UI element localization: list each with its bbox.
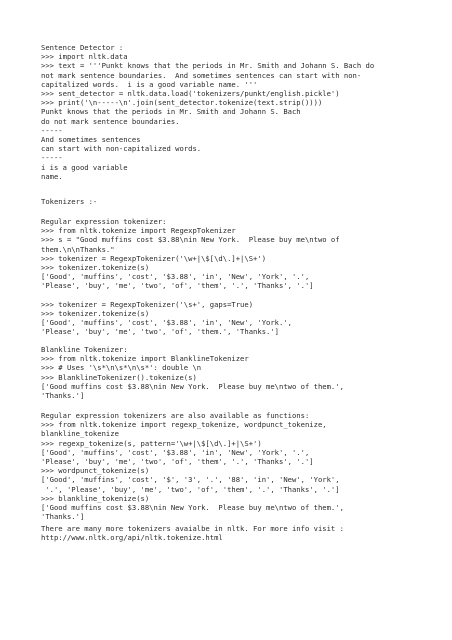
more-info-section: There are many more tokenizers avaialbe in nltk. For more info visit : http://www.nltk.org/api/nltk.tokenize.html — [41, 524, 344, 543]
regexp-functions-section: Regular expression tokenizers are also available as functions: >>> from nltk.tokenize import regexp_tokenize, wordpunct_tokenize, blankline_tokenize >>> regexp_tokenize(s, pattern='\w+|\$[\d\.]+|\S+') ['Good', 'muffins', 'cost', '$3.88', 'in', 'New', 'York', '.', 'Please', 'buy', 'me', 'two', 'of', 'them', '.', 'Thanks', '.'] >>> wordpunct_tokenize(s) ['Good', 'muffins', 'cost', '$', '3', '.', '88', 'in', 'New', 'York', '.', 'Please', 'buy', 'me', 'two', 'of', 'them', '.', 'Thanks', '.'] >>> blankline_tokenize(s) ['Good muffins cost $3.88\nin New York. Please buy me\ntwo of them.', 'Thanks.'] — [41, 411, 344, 522]
regexp-tokenizer-section: Regular expression tokenizer: >>> from nltk.tokenize import RegexpTokenizer >>> s = "Good muffins cost $3.88\nin New York. Please buy me\ntwo of them.\n\nThanks." >>> tokenizer = RegexpTokenizer('\w+|\$[\d\.]+|\S+') >>> tokenizer.tokenize(s) ['Good', 'muffins', 'cost', '$3.88', 'in', 'New', 'York', '.', 'Please', 'buy', 'me', 'two', 'of', 'them', '.', 'Thanks', '.'] >>> tokenizer = RegexpTokenizer('\s+', gaps=True) >>> tokenizer.tokenize(s) ['Good', 'muffins', 'cost', '$3.88', 'in', 'New', 'York.', 'Please', 'buy', 'me', 'two', 'of', 'them.', 'Thanks.'] — [41, 217, 340, 337]
sentence-detector-section: Sentence Detector : >>> import nltk.data >>> text = '''Punkt knows that the periods in Mr. Smith and Johann S. Bach do not mark sentence boundaries. And sometimes sentences can start with non- capitalized words. i is a good variable name. ''' >>> sent_detector = nltk.data.load('tokenizers/punkt/english.pickle') >>> print('\n-----\n'.join(sent_detector.tokenize(text.strip()))) Punkt knows that the periods in Mr. Smith and Johann S. Bach do not mark sentence boundaries. ----- And sometimes sentences can start with non-capitalized words. ----- i is a good variable name. — [41, 43, 375, 181]
blankline-tokenizer-section: Blankline Tokenizer: >>> from nltk.tokenize import BlanklineTokenizer >>> # Uses '\s*\n\s*\n\s*': double \n >>> BlanklineTokenizer().tokenize(s) ['Good muffins cost $3.88\nin New York. Please buy me\ntwo of them.', 'Thanks.'] — [41, 345, 344, 401]
tokenizers-heading: Tokenizers :- — [41, 197, 98, 206]
